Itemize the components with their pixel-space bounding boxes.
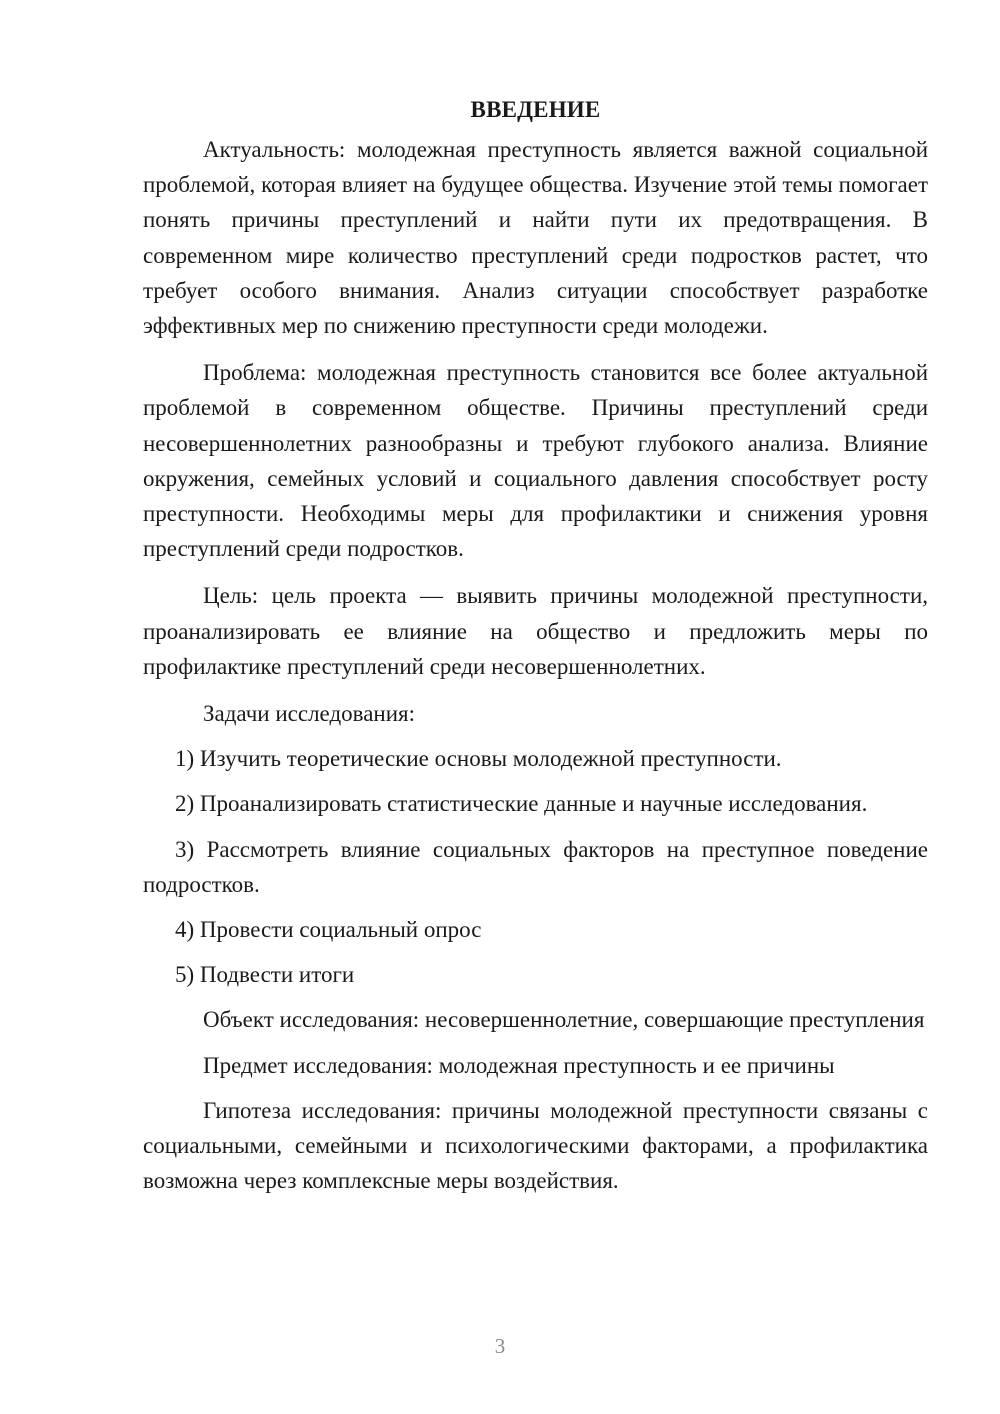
relevance-paragraph: Актуальность: молодежная преступность является важной социальной проблемой, которая влияет на будущее общества. Изучение этой темы помогает понять причины преступлений и найти пути их предотвращения. В современном мире количество преступлений среди подростков растет, что требует особого внимания. Анализ ситуации способствует разработке эффективных мер по снижению преступности среди молодежи.	[143, 137, 928, 339]
goal-paragraph: Цель: цель проекта — выявить причины молодежной преступности, проанализировать ее влияние на общество и предложить меры по профилактике преступлений среди несовершеннолетних.	[143, 583, 928, 679]
subject-paragraph: Предмет исследования: молодежная преступность и ее причины	[203, 1052, 835, 1078]
hypothesis-paragraph: Гипотеза исследования: причины молодежной преступности связаны с социальными, семейными и психологическими факторами, а профилактика возможна через комплексные меры воздействия.	[143, 1097, 928, 1194]
task-item-1: 1) Изучить теоретические основы молодежной преступности.	[175, 746, 782, 772]
section-title: ВВЕДЕНИЕ	[470, 97, 601, 122]
document-page	[143, 94, 928, 1198]
task-item-4: 4) Провести социальный опрос	[175, 917, 482, 943]
tasks-heading: Задачи исследования:	[203, 701, 416, 727]
page-number: 3	[494, 1334, 506, 1358]
task-item-5: 5) Подвести итоги	[175, 962, 355, 988]
problem-paragraph: Проблема: молодежная преступность становится все более актуальной проблемой в современном обществе. Причины преступлений среди несовершеннолетних разнообразны и требуют глубокого анализа. Влияние окружения, семейных условий и социального давления способствует росту преступности. Необходимы меры для профилактики и снижения уровня преступлений среди подростков.	[143, 360, 928, 562]
task-item-2: 2) Проанализировать статистические данные и научные исследования.	[175, 791, 868, 817]
object-paragraph: Объект исследования: несовершеннолетние, совершающие преступления	[203, 1007, 925, 1033]
task-item-3: 3) Рассмотреть влияние социальных факторов на преступное поведение подростков.	[143, 836, 928, 897]
